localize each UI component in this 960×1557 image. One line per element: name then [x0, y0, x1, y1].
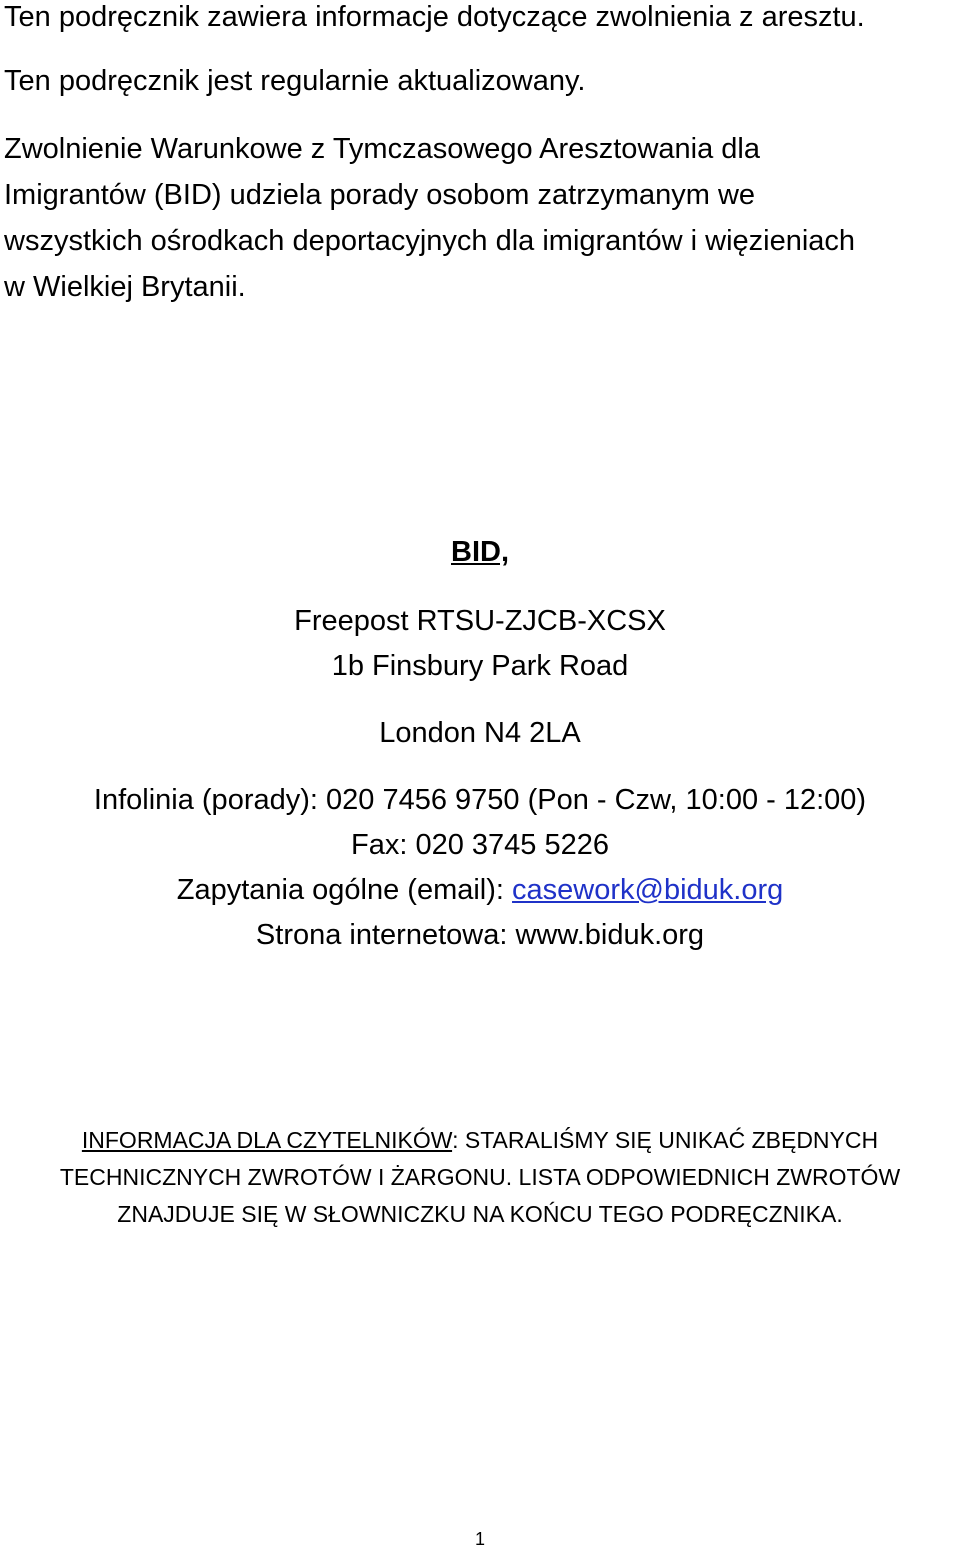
helpline-info: Infolinia (porady): 020 7456 9750 (Pon - Czw, 10:00 - 12:00)	[93, 784, 867, 816]
freepost-address: Freepost RTSU-ZJCB-XCSX	[294, 605, 666, 637]
email-link[interactable]: casework@biduk.org	[512, 874, 784, 906]
intro-line-1: Ten podręcznik zawiera informacje dotyczące zwolnienia z aresztu.	[4, 1, 865, 33]
intro-paragraph-line: wszystkich ośrodkach deportacyjnych dla imigrantów i więzieniach	[4, 225, 856, 257]
notice-heading: INFORMACJA DLA CZYTELNIKÓW	[81, 1127, 453, 1153]
intro-paragraph-line: Zwolnienie Warunkowe z Tymczasowego Aresztowania dla	[4, 133, 760, 165]
notice-line-2: TECHNICZNYCH ZWROTÓW I ŻARGONU. LISTA ODPOWIEDNICH ZWROTÓW	[59, 1164, 901, 1190]
city-postcode: London N4 2LA	[379, 717, 581, 749]
fax-number: Fax: 020 3745 5226	[351, 829, 609, 861]
organization-title: BID,	[451, 536, 509, 568]
notice-line-1	[0, 1125, 960, 1155]
intro-line-2: Ten podręcznik jest regularnie aktualizowany.	[4, 65, 586, 97]
email-line	[0, 873, 960, 907]
intro-paragraph-line: w Wielkiej Brytanii.	[4, 271, 246, 303]
page-number: 1	[474, 1529, 485, 1549]
street-address: 1b Finsbury Park Road	[331, 650, 629, 682]
website-line: Strona internetowa: www.biduk.org	[255, 919, 705, 951]
notice-line-1-text: : STARALIŚMY SIĘ UNIKAĆ ZBĘDNYCH	[452, 1127, 879, 1153]
email-label: Zapytania ogólne (email):	[176, 874, 513, 906]
intro-paragraph-line: Imigrantów (BID) udziela porady osobom zatrzymanym we	[4, 179, 756, 211]
notice-line-3: ZNAJDUJE SIĘ W SŁOWNICZKU NA KOŃCU TEGO PODRĘCZNIKA.	[117, 1201, 843, 1227]
